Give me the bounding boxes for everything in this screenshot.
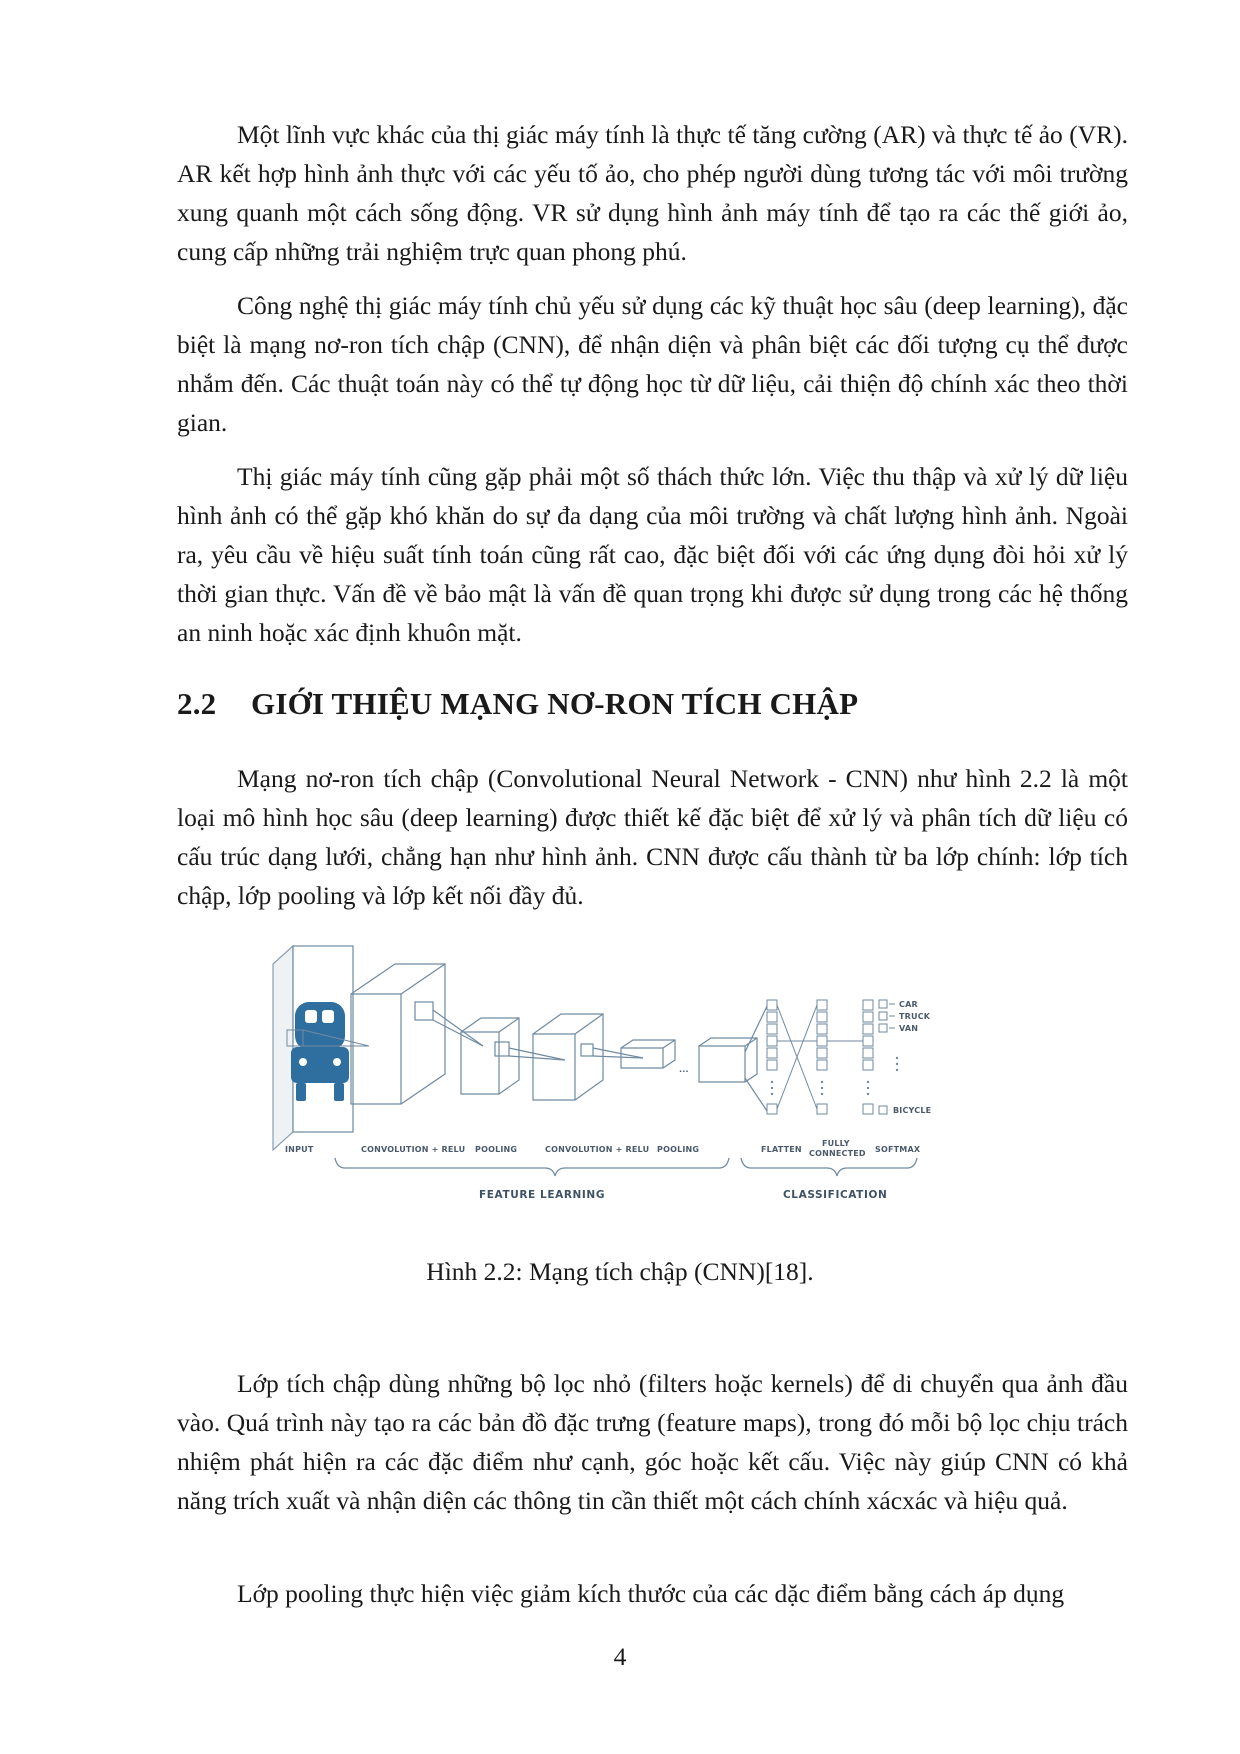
label-feature-learning: FEATURE LEARNING xyxy=(479,1189,606,1201)
label-classification: CLASSIFICATION xyxy=(783,1189,888,1201)
feature-learning-brace xyxy=(335,1158,729,1176)
ellipsis-mark: ... xyxy=(679,1065,689,1074)
pool2-block xyxy=(621,1040,675,1068)
figure-caption: Hình 2.2: Mạng tích chập (CNN)[18]. xyxy=(426,1257,814,1286)
fully-connected-column xyxy=(817,1000,827,1114)
paragraph-ar-vr: Một lĩnh vực khác của thị giác máy tính là thực tế tăng cường (AR) và thực tế ảo (VR). AR kết hợp hình ảnh thực với các yếu tố ảo, cho phép người dùng tương tác với môi trường xung quanh một cách sống động. VR sử dụng hình ảnh máy tính để tạo ra các thế giới ảo, cung cấp những trải nghiệm trực quan phong phú. xyxy=(177,120,1128,266)
label-input: INPUT xyxy=(285,1145,314,1154)
output-label-car: CAR xyxy=(899,1000,918,1009)
paragraph-deep-learning: Công nghệ thị giác máy tính chủ yếu sử dụng các kỹ thuật học sâu (deep learning), đặc biệt là mạng nơ-ron tích chập (CNN), để nhận diện và phân biệt các đối tượng cụ thể được nhắm đến. Các thuật toán này có thể tự động học từ dữ liệu, cải thiện độ chính xác theo thời gian. xyxy=(177,291,1128,437)
page-number: 4 xyxy=(613,1642,627,1671)
cnn-architecture-figure xyxy=(265,942,1045,1212)
label-flatten: FLATTEN xyxy=(761,1145,802,1154)
section-number: 2.2 xyxy=(177,686,217,721)
softmax-column xyxy=(863,1000,873,1114)
flatten-block xyxy=(699,1002,769,1114)
label-conv1: CONVOLUTION + RELU xyxy=(361,1145,466,1154)
paragraph-cnn-intro: Mạng nơ-ron tích chập (Convolutional Neural Network - CNN) như hình 2.2 là một loại mô hình học sâu (deep learning) được thiết kế đặc biệt để xử lý và phân tích dữ liệu có cấu trúc dạng lưới, chẳng hạn như hình ảnh. CNN được cấu thành từ ba lớp chính: lớp tích chập, lớp pooling và lớp kết nối đầy đủ. xyxy=(177,764,1128,910)
paragraph-challenges: Thị giác máy tính cũng gặp phải một số thách thức lớn. Việc thu thập và xử lý dữ liệu hình ảnh có thể gặp khó khăn do sự đa dạng của môi trường và chất lượng hình ảnh. Ngoài ra, yêu cầu về hiệu suất tính toán cũng rất cao, đặc biệt đối với các ứng dụng đòi hỏi xử lý thời gian thực. Vấn đề về bảo mật là vấn đề quan trọng khi được sử dụng trong các hệ thống an ninh hoặc xác định khuôn mặt. xyxy=(177,462,1128,647)
section-title: GIỚI THIỆU MẠNG NƠ-RON TÍCH CHẬP xyxy=(251,686,859,721)
output-label-bicycle: BICYCLE xyxy=(893,1106,932,1115)
label-fully: FULLY xyxy=(822,1139,850,1148)
flatten-column xyxy=(767,1000,777,1114)
label-conv2: CONVOLUTION + RELU xyxy=(545,1145,650,1154)
label-connected: CONNECTED xyxy=(809,1149,866,1158)
label-softmax: SOFTMAX xyxy=(875,1145,921,1154)
pool1-block xyxy=(461,1018,565,1094)
input-image-frame xyxy=(273,946,293,1150)
paragraph-conv-layer: Lớp tích chập dùng những bộ lọc nhỏ (filters hoặc kernels) để di chuyển qua ảnh đầu vào. Quá trình này tạo ra các bản đồ đặc trưng (feature maps), trong đó mỗi bộ lọc chịu trách nhiệm phát hiện ra các đặc điểm như cạnh, góc hoặc kết cấu. Việc này giúp CNN có khả năng trích xuất và nhận diện các thông tin cần thiết một cách chính xácxác và hiệu quả. xyxy=(177,1369,1128,1515)
output-label-van: VAN xyxy=(899,1024,919,1033)
classification-brace xyxy=(741,1158,917,1176)
label-pool2: POOLING xyxy=(657,1145,700,1154)
output-label-truck: TRUCK xyxy=(899,1012,931,1021)
label-pool1: POOLING xyxy=(475,1145,518,1154)
output-legend-dashes xyxy=(889,1004,895,1028)
section-heading xyxy=(177,686,858,722)
output-legend-boxes xyxy=(879,1000,887,1114)
paragraph-pooling-layer: Lớp pooling thực hiện việc giảm kích thước của các dặc điểm bằng cách áp dụng xyxy=(237,1579,1065,1608)
conv1-block xyxy=(351,964,483,1104)
cnn-diagram xyxy=(265,942,1045,1212)
